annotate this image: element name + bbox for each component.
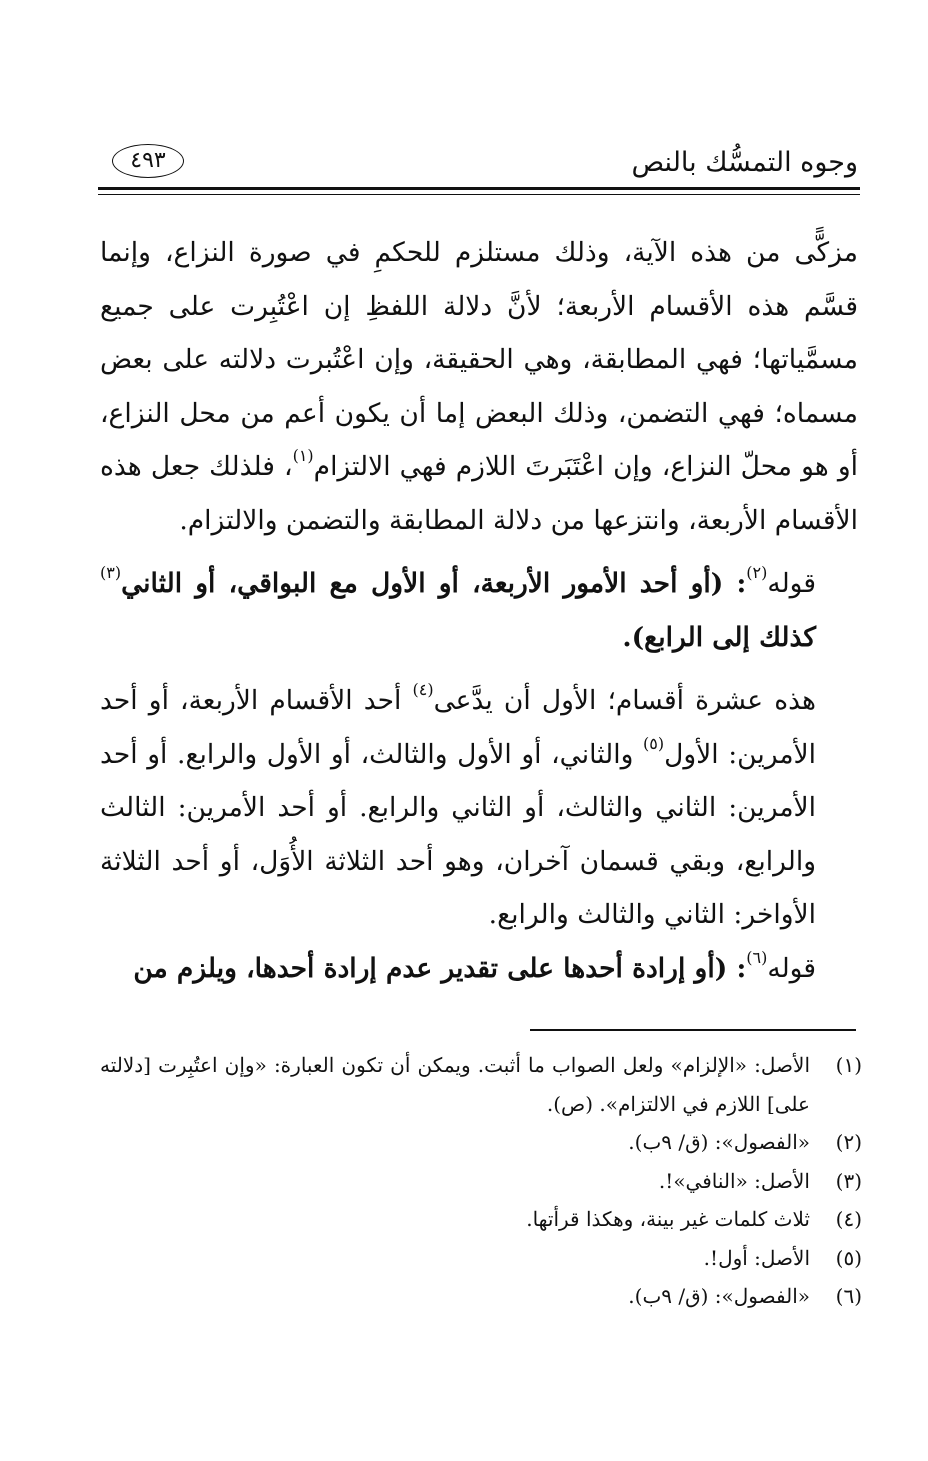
footnote-2: (٢) «الفصول»: (ق/ ٩ب). bbox=[628, 1130, 862, 1154]
paragraph-1: مزكًّى من هذه الآية، وذلك مستلزم للحكمِ في صورة النزاع، وإنما قسَّم هذه الأقسام الأربعة؛ لأنَّ دلالة اللفظِ إن اعْتُبِرت على جميع مسمَّياتها؛ فهي المطابقة، وهي الحقيقة، وإن اعْتُبرت دلالته على بعض مسماه؛ فهي التضمن، وذلك البعض إما أن يكون أعم من محل النزاع، أو هو محلّ النزاع، وإن اعْتَبَرتَ اللازم فهي الالتزام$^{(١)}$، فلذلك جعل هذه الأقسام الأربعة، وانتزعها من دلالة المطابقة والتضمن والالتزام. bbox=[100, 237, 858, 536]
main-text bbox=[100, 226, 858, 995]
paragraph-2: هذه عشرة أقسام؛ الأول أن يدَّعى$^{(٤)}$ أحد الأقسام الأربعة، أو أحد الأمرين: الأول$^{(٥)}$ والثاني، أو الأول والثالث، أو الأول والرابع. أو أحد الأمرين: الثاني والثالث، أو الثاني والرابع. أو أحد الأمرين: الثالث والرابع، وبقي قسمان آخران، وهو أحد الثلاثة الأُوَل، أو أحد الثلاثة الأواخر: الثاني والثالث والرابع. bbox=[100, 680, 816, 930]
footnote-ref-3: (٣) bbox=[100, 563, 122, 582]
header-rule-thin bbox=[98, 194, 860, 195]
header-rule-thick bbox=[98, 187, 860, 190]
footnote-1: (١) الأصل: «الإلزام» ولعل الصواب ما أثبت. ويمكن أن تكون العبارة: «وإن اعتُبِرت [دلالته على] اللازم في الالتزام». (ص). bbox=[100, 1053, 862, 1116]
footnote-ref-5: (٥) bbox=[643, 733, 665, 753]
running-title: وجوه التمسُّك بالنص bbox=[631, 147, 858, 178]
footnote-ref-2: (٢) bbox=[746, 563, 768, 582]
footnote-separator bbox=[530, 1029, 856, 1031]
footnote-ref-6: (٦) bbox=[746, 947, 768, 967]
quote-paragraph-2: قوله$^{(٦)}$: (أو إرادة أحدها على تقدير عدم إرادة أحدها، ويلزم من bbox=[133, 947, 816, 984]
footnote-4: (٤) ثلاث كلمات غير بينة، وهكذا قرأتها. bbox=[526, 1207, 862, 1231]
footnote-5: (٥) الأصل: أول!. bbox=[703, 1245, 862, 1270]
footnotes bbox=[100, 1046, 862, 1316]
page-number: ٤٩٣ bbox=[112, 144, 184, 178]
footnote-ref-4: (٤) bbox=[412, 680, 434, 699]
quote-paragraph-1: قوله$^{(٢)}$: (أو أحد الأمور الأربعة، أو الأول مع البواقي، أو الثاني$^{(٣)}$ كذلك إلى الرابع). bbox=[100, 563, 816, 653]
footnote-3: (٣) الأصل: «النافي»!. bbox=[658, 1168, 862, 1193]
footnote-ref-1: (١) bbox=[292, 446, 314, 465]
page-header bbox=[98, 138, 858, 188]
footnote-6: (٦) «الفصول»: (ق/ ٩ب). bbox=[628, 1284, 862, 1308]
